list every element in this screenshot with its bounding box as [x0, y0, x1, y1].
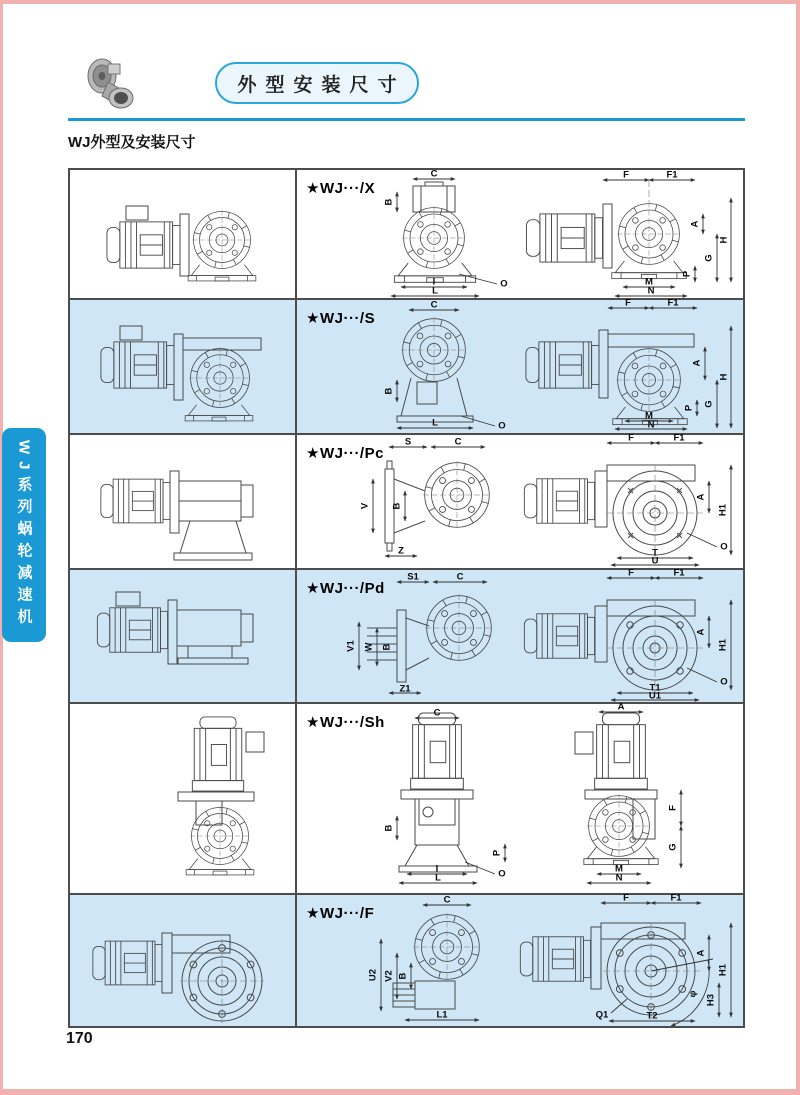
dim-label: L — [432, 417, 438, 429]
model-label: ★WJ···/S — [306, 310, 376, 327]
assembly-drawing-s — [70, 300, 297, 433]
dimension-drawing-f — [297, 892, 743, 1026]
dim-label: M — [615, 863, 623, 875]
dimension-cell-x — [297, 170, 743, 298]
dim-label: U — [651, 555, 659, 567]
dim-label: F1 — [667, 297, 679, 309]
model-label: ★WJ···/F — [306, 905, 375, 922]
dimension-drawing-x — [297, 170, 743, 298]
page-subtitle: WJ外型及安装尺寸 — [68, 134, 196, 151]
dim-label: H — [718, 373, 730, 381]
dimension-drawing-s — [297, 297, 743, 433]
model-label: ★WJ···/Pd — [306, 580, 385, 597]
page-number: 170 — [66, 1030, 93, 1047]
dimension-table — [68, 168, 745, 1028]
dim-label: T1 — [649, 682, 661, 694]
dim-label: B — [383, 198, 395, 206]
dim-label: C — [430, 168, 438, 180]
dim-label: B — [383, 387, 395, 395]
dim-label: Q1 — [595, 1009, 609, 1021]
dim-label: C — [443, 894, 451, 906]
dim-label: U1 — [648, 690, 662, 702]
assembly-drawing-f — [70, 895, 297, 1026]
dim-label: B — [391, 502, 403, 510]
dim-label: P — [681, 270, 693, 278]
dim-label: N — [647, 285, 655, 297]
dim-label: F1 — [666, 169, 678, 181]
dim-label: F1 — [673, 432, 685, 444]
header-rule — [68, 118, 745, 121]
assembly-drawing-sh — [70, 704, 297, 893]
dim-label: L — [435, 872, 441, 884]
dim-label: B — [397, 972, 409, 980]
page-edge-right — [796, 0, 800, 1095]
sidebar-series-label: WJ系列蜗轮减速机 — [15, 439, 33, 631]
dim-label: I — [435, 863, 439, 875]
dim-label: C — [456, 571, 464, 583]
dim-label: G — [703, 400, 715, 408]
dim-label: H1 — [717, 503, 729, 517]
dim-label: V2 — [383, 970, 395, 982]
dim-label: O — [720, 676, 728, 688]
product-photo — [86, 56, 138, 110]
dim-label: φ — [687, 990, 699, 998]
dim-label: N — [615, 872, 623, 884]
table-row — [70, 170, 743, 298]
dim-label: A — [689, 220, 701, 228]
assembly-drawing-pc — [70, 435, 297, 568]
dim-label: F — [623, 892, 629, 904]
table-row — [70, 702, 743, 893]
page-edge-bottom — [0, 1089, 800, 1095]
dim-label: A — [691, 359, 703, 367]
dim-label: H3 — [705, 993, 717, 1007]
dim-label: W — [363, 642, 375, 652]
dim-label: O — [500, 278, 508, 290]
dimension-drawing-sh — [297, 701, 743, 893]
dim-label: F — [628, 432, 634, 444]
dim-label: O — [498, 420, 506, 432]
dim-label: V1 — [345, 640, 357, 652]
dimension-cell-f — [297, 892, 743, 1026]
dimension-cell-sh — [297, 701, 743, 893]
dim-label: F — [625, 297, 631, 309]
dim-label: P — [683, 404, 695, 412]
dim-label: C — [454, 436, 462, 448]
dim-label: L1 — [436, 1009, 448, 1021]
model-label: ★WJ···/X — [306, 180, 376, 197]
table-row — [70, 893, 743, 1026]
dim-label: F — [628, 567, 634, 579]
dim-label: C — [430, 299, 438, 311]
table-row — [70, 298, 743, 433]
dim-label: F — [667, 805, 679, 811]
dim-label: H1 — [717, 963, 729, 977]
dim-label: M — [645, 276, 653, 288]
dim-label: L — [432, 285, 438, 297]
dim-label: N — [647, 419, 655, 431]
dim-label: H1 — [717, 638, 729, 652]
dim-label: B — [383, 824, 395, 832]
dim-label: V — [359, 502, 371, 510]
dim-label: A — [695, 493, 707, 501]
dim-label: O — [498, 868, 506, 880]
assembly-drawing-pd — [70, 570, 297, 702]
dim-label: T2 — [646, 1010, 658, 1022]
dim-label: A — [617, 701, 625, 713]
table-row — [70, 433, 743, 568]
section-banner — [215, 62, 419, 104]
model-label: ★WJ···/Sh — [306, 714, 385, 731]
dim-label: Z1 — [399, 683, 411, 695]
dim-label: T — [652, 547, 658, 559]
section-banner-text: 外型安装尺寸 — [237, 74, 406, 96]
dimension-drawing-pd — [297, 567, 743, 702]
assembly-drawing-x — [70, 170, 297, 298]
dim-label: M — [645, 410, 653, 422]
dim-label: G — [703, 254, 715, 262]
dim-label: H — [718, 236, 730, 244]
dim-label: B — [381, 643, 393, 651]
dim-label: S — [404, 436, 412, 448]
dim-label: I — [432, 276, 436, 288]
dim-label: F — [623, 169, 629, 181]
model-label: ★WJ···/Pc — [306, 445, 384, 462]
dim-label: Z — [398, 545, 404, 557]
dim-label: F1 — [670, 892, 682, 904]
dim-label: P — [491, 849, 503, 857]
dim-label: F1 — [673, 567, 685, 579]
dimension-cell-pc — [297, 432, 743, 568]
dimension-cell-s — [297, 297, 743, 433]
dim-label: A — [695, 628, 707, 636]
dimension-cell-pd — [297, 567, 743, 702]
dim-label: C — [433, 707, 441, 719]
dim-label: O — [720, 541, 728, 553]
page-edge-top — [0, 0, 800, 4]
dim-label: A — [695, 949, 707, 957]
dimension-drawing-pc — [297, 432, 743, 568]
dim-label: G — [667, 843, 679, 851]
dim-label: S1 — [407, 571, 419, 583]
sidebar-series-tab — [2, 428, 46, 642]
table-row — [70, 568, 743, 702]
dim-label: U2 — [367, 968, 379, 982]
